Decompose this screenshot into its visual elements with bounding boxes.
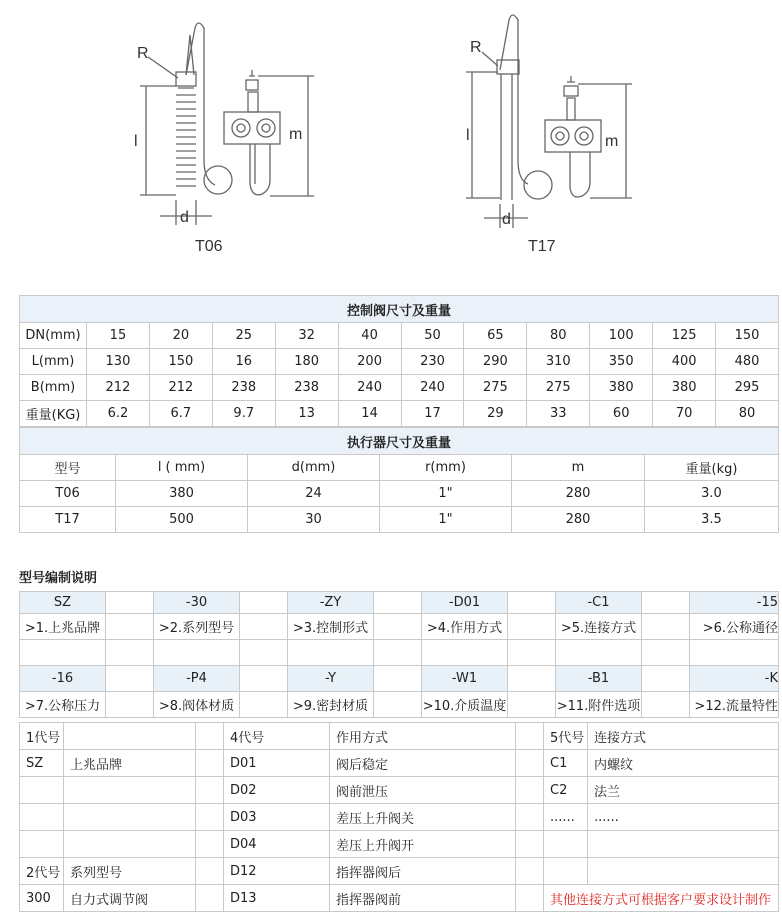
- t17-m-label: m: [605, 133, 619, 150]
- model-section-title: 型号编制说明: [19, 571, 98, 586]
- model-cell: >10.介质温度: [422, 692, 508, 718]
- valve-cell: 200: [338, 349, 401, 375]
- code-spacer: [196, 804, 224, 831]
- valve-cell: 125: [653, 323, 716, 349]
- t17-r-label: R: [470, 39, 482, 56]
- actuator-cell: 280: [512, 507, 645, 533]
- valve-cell: 350: [590, 349, 653, 375]
- code-cell: 阀前泄压: [330, 777, 516, 804]
- model-cell: >5.连接方式: [556, 614, 642, 640]
- actuator-table: [19, 427, 779, 533]
- code-cell: [544, 831, 588, 858]
- valve-cell: 15: [87, 323, 150, 349]
- code-cell: 5代号: [544, 723, 588, 750]
- valve-cell: 40: [338, 323, 401, 349]
- model-spacer: [508, 692, 556, 718]
- valve-cell: 6.7: [149, 401, 212, 427]
- valve-row: [20, 349, 779, 375]
- code-cell: D13: [224, 885, 330, 912]
- actuator-row: [20, 481, 779, 507]
- model-cell: >7.公称压力: [20, 692, 106, 718]
- valve-cell: 20: [149, 323, 212, 349]
- valve-cell: 80: [527, 323, 590, 349]
- model-row: [20, 692, 779, 718]
- code-cell: SZ: [20, 750, 64, 777]
- code-cell: 内螺纹: [588, 750, 779, 777]
- valve-cell: 65: [464, 323, 527, 349]
- code-row: [20, 750, 779, 777]
- model-spacer: [508, 666, 556, 692]
- code-row: [20, 723, 779, 750]
- code-spacer: [516, 777, 544, 804]
- model-row: [20, 592, 779, 614]
- model-empty-cell: [106, 640, 154, 666]
- code-cell: 1代号: [20, 723, 64, 750]
- valve-cell: 240: [401, 375, 464, 401]
- model-spacer: [240, 666, 288, 692]
- actuator-cell: 24: [248, 481, 380, 507]
- valve-cell: 400: [653, 349, 716, 375]
- valve-table: [19, 295, 779, 427]
- model-cell: >4.作用方式: [422, 614, 508, 640]
- model-spacer: [642, 614, 690, 640]
- valve-row: [20, 323, 779, 349]
- valve-cell: 212: [149, 375, 212, 401]
- model-empty-cell: [508, 640, 556, 666]
- custom-connection-note: 其他连接方式可根据客户要求设计制作: [544, 885, 779, 912]
- valve-cell: 17: [401, 401, 464, 427]
- model-empty-cell: [642, 640, 690, 666]
- code-cell: [64, 831, 196, 858]
- valve-cell: 275: [464, 375, 527, 401]
- actuator-cell: T17: [20, 507, 116, 533]
- t06-r-label: R: [137, 45, 149, 62]
- code-cell: [588, 858, 779, 885]
- t06-l-label: l: [134, 133, 138, 150]
- valve-cell: L(mm): [20, 349, 87, 375]
- model-spacer: [508, 592, 556, 614]
- model-cell: >1.上兆品牌: [20, 614, 106, 640]
- actuator-header-cell: 重量(kg): [645, 455, 779, 481]
- valve-cell: 重量(KG): [20, 401, 87, 427]
- valve-cell: 238: [275, 375, 338, 401]
- model-spacer: [374, 666, 422, 692]
- valve-cell: 290: [464, 349, 527, 375]
- code-cell: [20, 777, 64, 804]
- t06-d-label: d: [180, 209, 189, 226]
- valve-cell: 60: [590, 401, 653, 427]
- code-cell: 阀后稳定: [330, 750, 516, 777]
- valve-cell: 480: [716, 349, 779, 375]
- code-cell: 作用方式: [330, 723, 516, 750]
- model-spacer: [106, 614, 154, 640]
- code-cell: 法兰: [588, 777, 779, 804]
- actuator-header-cell: l ( mm): [116, 455, 248, 481]
- t06-caption: T06: [195, 238, 223, 255]
- valve-cell: 33: [527, 401, 590, 427]
- actuator-header-cell: m: [512, 455, 645, 481]
- valve-cell: 25: [212, 323, 275, 349]
- model-spacer: [642, 666, 690, 692]
- model-cell: -W1: [422, 666, 508, 692]
- model-cell: -D01: [422, 592, 508, 614]
- valve-row: [20, 375, 779, 401]
- actuator-header-cell: d(mm): [248, 455, 380, 481]
- valve-cell: 238: [212, 375, 275, 401]
- valve-cell: 295: [716, 375, 779, 401]
- model-spacer: [374, 592, 422, 614]
- valve-cell: 50: [401, 323, 464, 349]
- code-cell: 连接方式: [588, 723, 779, 750]
- code-cell: 2代号: [20, 858, 64, 885]
- actuator-row: [20, 507, 779, 533]
- model-empty-cell: [556, 640, 642, 666]
- code-cell: [20, 804, 64, 831]
- valve-cell: B(mm): [20, 375, 87, 401]
- model-cell: >9.密封材质: [288, 692, 374, 718]
- model-spacer: [374, 692, 422, 718]
- code-spacer: [516, 750, 544, 777]
- code-explanation-table: [19, 722, 779, 912]
- model-empty-cell: [20, 640, 106, 666]
- valve-cell: 70: [653, 401, 716, 427]
- code-cell: [544, 858, 588, 885]
- actuator-cell: 1": [380, 507, 512, 533]
- actuator-diagrams: [0, 0, 782, 270]
- code-cell: 指挥器阀前: [330, 885, 516, 912]
- valve-cell: 16: [212, 349, 275, 375]
- code-spacer: [196, 777, 224, 804]
- model-cell: -Y: [288, 666, 374, 692]
- model-spacer: [642, 692, 690, 718]
- model-cell: -C1: [556, 592, 642, 614]
- model-code-table: [19, 591, 779, 718]
- model-cell: -16: [20, 666, 106, 692]
- code-spacer: [196, 750, 224, 777]
- code-spacer: [516, 804, 544, 831]
- code-cell: ......: [544, 804, 588, 831]
- model-empty-cell: [422, 640, 508, 666]
- t06-m-label: m: [289, 126, 303, 143]
- valve-cell: 29: [464, 401, 527, 427]
- code-cell: [588, 831, 779, 858]
- actuator-header-cell: r(mm): [380, 455, 512, 481]
- code-row: [20, 804, 779, 831]
- model-cell: >8.阀体材质: [154, 692, 240, 718]
- code-spacer: [516, 723, 544, 750]
- model-empty-cell: [690, 640, 779, 666]
- valve-cell: 275: [527, 375, 590, 401]
- valve-cell: 150: [716, 323, 779, 349]
- model-spacer: [374, 614, 422, 640]
- code-cell: 系列型号: [64, 858, 196, 885]
- code-cell: D04: [224, 831, 330, 858]
- model-empty-row: [20, 640, 779, 666]
- valve-cell: 130: [87, 349, 150, 375]
- model-empty-cell: [154, 640, 240, 666]
- actuator-cell: T06: [20, 481, 116, 507]
- t06-diagram: [140, 23, 314, 225]
- valve-cell: 230: [401, 349, 464, 375]
- valve-row: [20, 401, 779, 427]
- actuator-cell: 3.0: [645, 481, 779, 507]
- model-cell: >2.系列型号: [154, 614, 240, 640]
- code-cell: 差压上升阀关: [330, 804, 516, 831]
- code-cell: D01: [224, 750, 330, 777]
- code-spacer: [516, 885, 544, 912]
- code-spacer: [196, 831, 224, 858]
- code-row: [20, 885, 779, 912]
- model-cell: >6.公称通径: [690, 614, 779, 640]
- valve-cell: 100: [590, 323, 653, 349]
- code-spacer: [516, 858, 544, 885]
- code-spacer: [196, 885, 224, 912]
- model-empty-cell: [374, 640, 422, 666]
- code-cell: 指挥器阀后: [330, 858, 516, 885]
- valve-cell: 32: [275, 323, 338, 349]
- valve-cell: 310: [527, 349, 590, 375]
- code-spacer: [516, 831, 544, 858]
- valve-cell: 9.7: [212, 401, 275, 427]
- code-cell: D02: [224, 777, 330, 804]
- code-cell: 差压上升阀开: [330, 831, 516, 858]
- model-cell: >12.流量特性: [690, 692, 779, 718]
- t17-d-label: d: [502, 211, 511, 228]
- actuator-cell: 380: [116, 481, 248, 507]
- code-row: [20, 858, 779, 885]
- model-cell: -15: [690, 592, 779, 614]
- code-row: [20, 777, 779, 804]
- actuator-cell: 280: [512, 481, 645, 507]
- code-cell: ......: [588, 804, 779, 831]
- valve-cell: 240: [338, 375, 401, 401]
- code-cell: 4代号: [224, 723, 330, 750]
- model-empty-cell: [240, 640, 288, 666]
- code-cell: 自力式调节阀: [64, 885, 196, 912]
- valve-table-title: 控制阀尺寸及重量: [20, 296, 779, 323]
- model-row: [20, 614, 779, 640]
- actuator-cell: 1": [380, 481, 512, 507]
- valve-cell: 14: [338, 401, 401, 427]
- valve-cell: 13: [275, 401, 338, 427]
- code-cell: D12: [224, 858, 330, 885]
- code-cell: [64, 804, 196, 831]
- actuator-header-row: [20, 455, 779, 481]
- valve-cell: 180: [275, 349, 338, 375]
- code-cell: D03: [224, 804, 330, 831]
- model-spacer: [106, 692, 154, 718]
- model-spacer: [240, 614, 288, 640]
- model-cell: -P4: [154, 666, 240, 692]
- actuator-cell: 500: [116, 507, 248, 533]
- model-cell: -K: [690, 666, 779, 692]
- code-cell: [64, 777, 196, 804]
- actuator-header-cell: 型号: [20, 455, 116, 481]
- code-cell: [20, 831, 64, 858]
- model-row: [20, 666, 779, 692]
- model-spacer: [508, 614, 556, 640]
- valve-cell: DN(mm): [20, 323, 87, 349]
- model-cell: -B1: [556, 666, 642, 692]
- t17-caption: T17: [528, 238, 556, 255]
- model-cell: >11.附件选项: [556, 692, 642, 718]
- code-cell: 上兆品牌: [64, 750, 196, 777]
- actuator-cell: 3.5: [645, 507, 779, 533]
- valve-cell: 380: [590, 375, 653, 401]
- actuator-table-title: 执行器尺寸及重量: [20, 428, 779, 455]
- valve-cell: 80: [716, 401, 779, 427]
- model-cell: >3.控制形式: [288, 614, 374, 640]
- code-cell: 300: [20, 885, 64, 912]
- model-spacer: [106, 666, 154, 692]
- t17-l-label: l: [466, 127, 470, 144]
- model-spacer: [106, 592, 154, 614]
- model-empty-cell: [288, 640, 374, 666]
- valve-cell: 380: [653, 375, 716, 401]
- t17-diagram: [466, 15, 632, 228]
- model-spacer: [240, 592, 288, 614]
- code-spacer: [196, 723, 224, 750]
- code-row: [20, 831, 779, 858]
- model-cell: SZ: [20, 592, 106, 614]
- code-spacer: [196, 858, 224, 885]
- model-spacer: [240, 692, 288, 718]
- model-spacer: [642, 592, 690, 614]
- model-cell: -ZY: [288, 592, 374, 614]
- code-cell: C2: [544, 777, 588, 804]
- valve-cell: 150: [149, 349, 212, 375]
- actuator-cell: 30: [248, 507, 380, 533]
- valve-cell: 6.2: [87, 401, 150, 427]
- code-cell: [64, 723, 196, 750]
- code-cell: C1: [544, 750, 588, 777]
- valve-cell: 212: [87, 375, 150, 401]
- model-cell: -30: [154, 592, 240, 614]
